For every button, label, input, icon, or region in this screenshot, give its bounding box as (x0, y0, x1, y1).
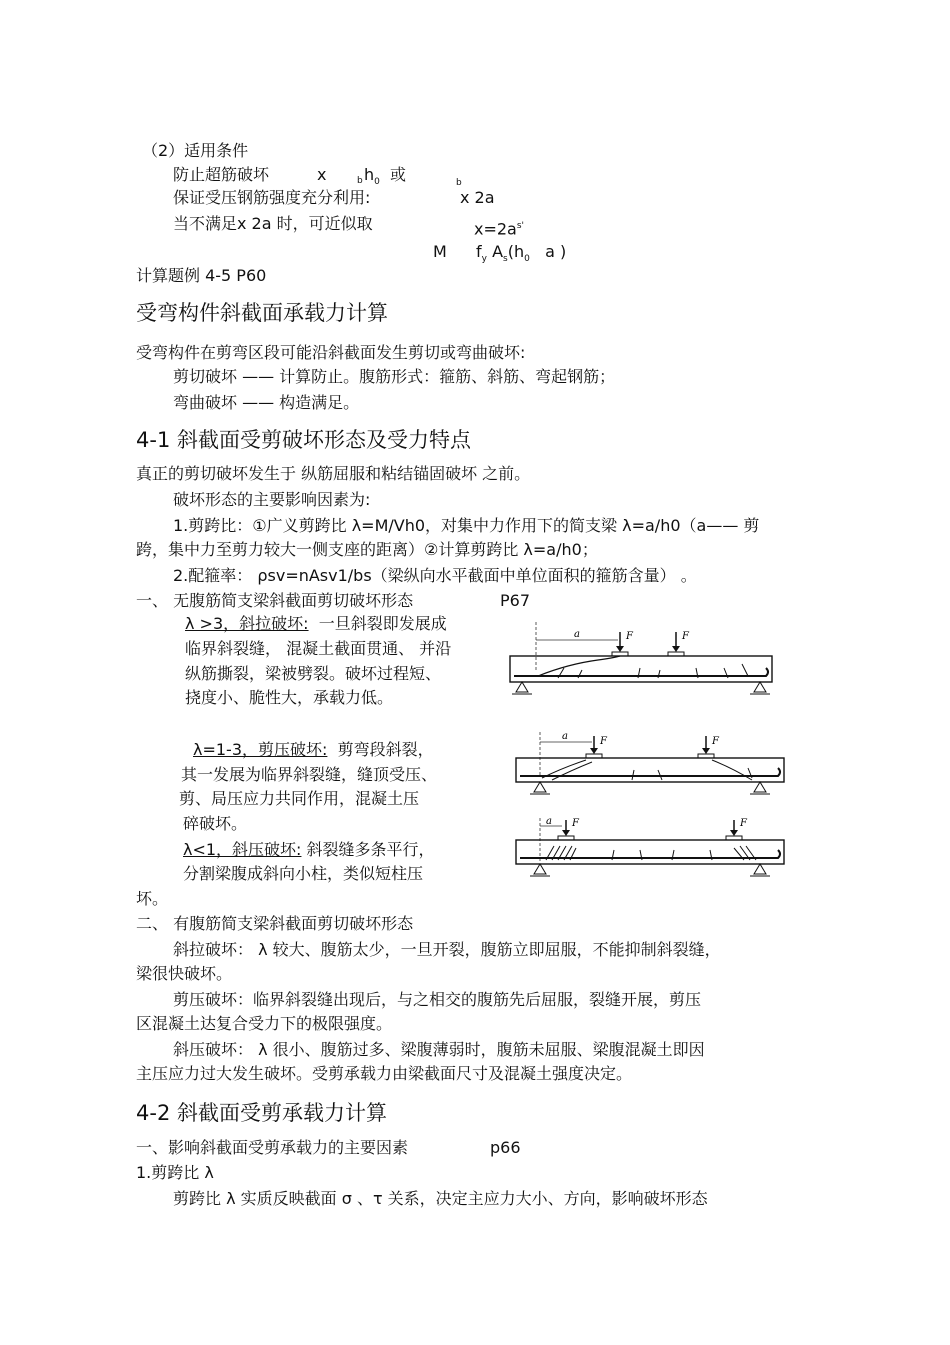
beam-figure-shear-compression (512, 724, 798, 810)
load-label-F3: F (600, 736, 607, 747)
section-title: 受弯构件斜截面承载力计算 (136, 301, 388, 325)
condition-line-2: 保证受压钢筋强度充分利用: (173, 188, 371, 207)
s42-p1-ref: p66 (490, 1138, 521, 1157)
condition-title: （2）适用条件 (142, 141, 249, 160)
f2-head: λ=1-3，剪压破坏: 剪弯段斜裂， (193, 740, 434, 759)
f2-l4: 碎破坏。 (183, 814, 248, 833)
s41-p4: 2.配箍率： ρsv=nAsv1/bs（梁纵向水平截面中单位面积的箍筋含量） 。 (173, 566, 697, 585)
f3-l2: 分割梁腹成斜向小柱，类似短柱压 (183, 864, 424, 883)
s41-p3b: 跨，集中力至剪力较大一侧支座的距离）②计算剪跨比 λ=a/h0； (136, 540, 598, 559)
condition-line-2-formula: x 2a (460, 188, 495, 207)
f1-l3: 纵筋撕裂，梁被劈裂。破坏过程短、 (185, 664, 442, 683)
f2-l2: 其一发展为临界斜裂缝，缝顶受压、 (181, 765, 438, 784)
intro-p2: 剪切破坏 —— 计算防止。腹筋形式：箍筋、斜筋、弯起钢筋； (173, 367, 616, 386)
beam-figure-diagonal-compression (512, 812, 798, 894)
load-label-F2: F (682, 631, 689, 642)
condition-line-3-formula: $x=2a^{s'}$ (474, 219, 525, 239)
span-label-a: a (574, 629, 580, 640)
span-label-a-3: a (546, 816, 552, 827)
load-label-F1: F (626, 631, 633, 642)
s41-p2: 破坏形态的主要影响因素为: (173, 490, 371, 509)
s41-sub1-title: 一、 无腹筋简支梁斜截面剪切破坏形态 (136, 591, 414, 610)
s41-sub2-title: 二、 有腹筋简支梁斜截面剪切破坏形态 (136, 914, 414, 933)
condition-line-1 (173, 165, 269, 185)
span-label-a-2: a (562, 731, 568, 742)
f1-l4: 挠度小、脆性大，承载力低。 (185, 688, 394, 707)
s42-p2: 1.剪跨比 λ (136, 1163, 214, 1182)
f1-head: λ >3，斜拉破坏: 一旦斜裂即发展成 (185, 614, 447, 633)
condition-line-1-text: 防止超筋破坏 (173, 165, 270, 184)
f3-l3: 坏。 (136, 889, 169, 908)
s41-m1a: 斜拉破坏： λ 较大、腹筋太少，一旦开裂，腹筋立即屈服，不能抑制斜裂缝， (173, 940, 721, 959)
s41-title: 4-1 斜截面受剪破坏形态及受力特点 (136, 428, 471, 452)
load-label-F5: F (572, 818, 579, 829)
s41-m3a: 斜压破坏： λ 很小、腹筋过多、梁腹薄弱时，腹筋未屈服、梁腹混凝土即因 (173, 1040, 705, 1059)
s41-sub1-ref: P67 (500, 591, 531, 610)
formula-fy-As: $f_y$ $A_s(h_0$ a ) (476, 242, 567, 265)
s42-p1: 一、影响斜截面受剪承载力的主要因素 (136, 1138, 409, 1157)
formula-M: M (433, 242, 447, 261)
f2-l3: 剪、局压应力共同作用，混凝土压 (179, 789, 420, 808)
beam-figure-diagonal-tension (498, 612, 798, 708)
s41-p3a: 1.剪跨比：①广义剪跨比 λ=M/Vh0，对集中力作用下的简支梁 λ=a/h0（a—— 剪 (173, 516, 760, 535)
s41-m2b: 区混凝土达复合受力下的极限强度。 (136, 1014, 393, 1033)
s41-m1b: 梁很快破坏。 (136, 964, 233, 983)
s41-p1: 真正的剪切破坏发生于 纵筋屈服和粘结锚固破坏 之前。 (136, 464, 531, 483)
formula-x: x (317, 165, 327, 184)
s42-title: 4-2 斜截面受剪承载力计算 (136, 1101, 387, 1125)
formula-b2: b (456, 178, 462, 188)
load-label-F6: F (740, 818, 747, 829)
s41-m3b: 主压应力过大发生破坏。受剪承载力由梁截面尺寸及混凝土强度决定。 (136, 1064, 633, 1083)
load-label-F4: F (712, 736, 719, 747)
s42-p3: 剪跨比 λ 实质反映截面 σ 、τ 关系，决定主应力大小、方向，影响破坏形态 (173, 1189, 708, 1208)
intro-p3: 弯曲破坏 —— 构造满足。 (173, 393, 360, 412)
formula-h0: $h_0$ (364, 165, 380, 188)
example-ref: 计算题例 4-5 P60 (136, 266, 267, 285)
condition-line-3: 当不满足x 2a 时，可近似取 (173, 214, 373, 233)
intro-p1: 受弯构件在剪弯区段可能沿斜截面发生剪切或弯曲破坏: (136, 343, 526, 362)
s41-m2a: 剪压破坏：临界斜裂缝出现后，与之相交的腹筋先后屈服，裂缝开展，剪压 (173, 990, 702, 1009)
f3-head: λ<1，斜压破坏: 斜裂缝多条平行， (183, 840, 435, 859)
f1-l2: 临界斜裂缝， 混凝土截面贯通、 并沿 (185, 639, 452, 658)
formula-b-sub: b (357, 176, 363, 186)
formula-or: 或 (390, 165, 407, 184)
